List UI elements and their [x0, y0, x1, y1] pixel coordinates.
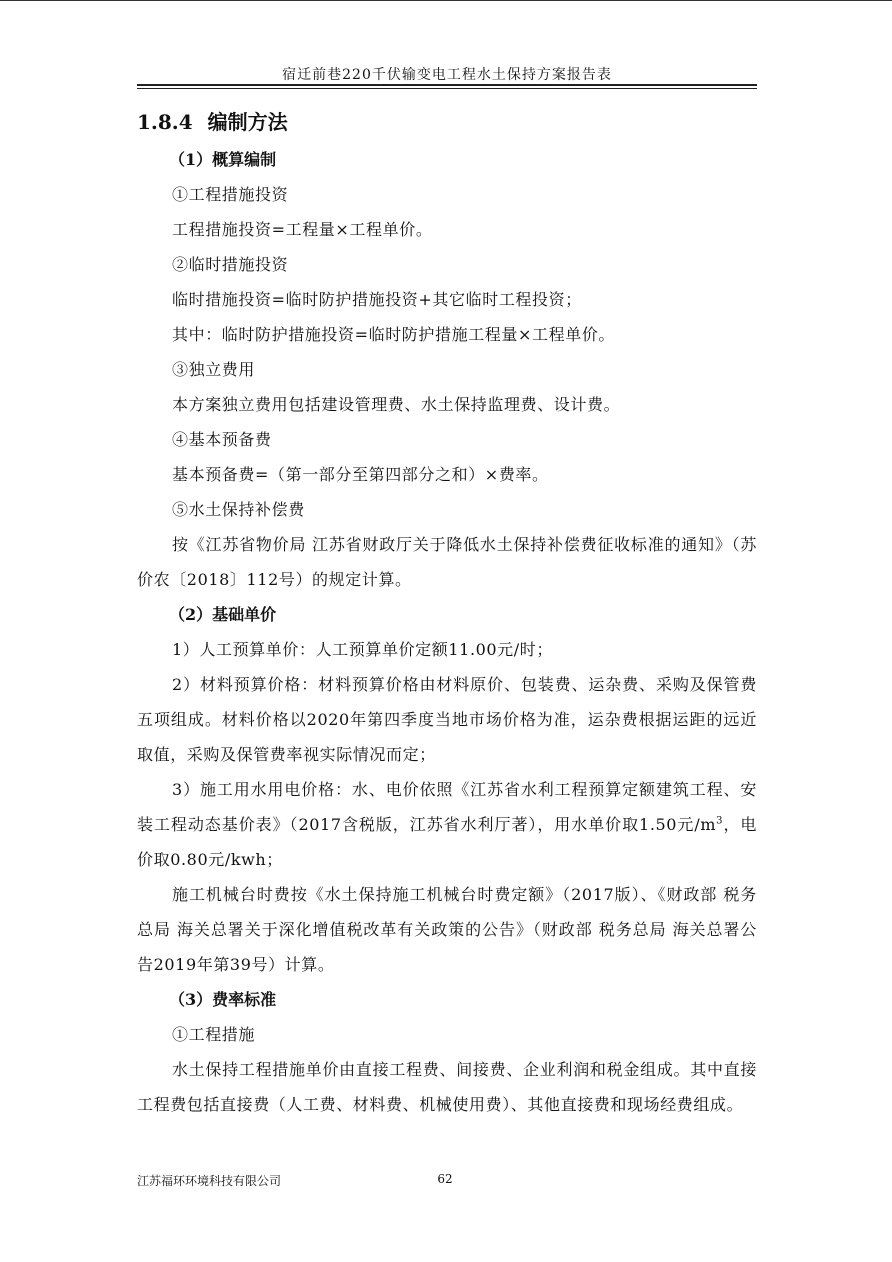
item-engineering-measures: ①工程措施 [172, 1025, 256, 1044]
subheading-unit-price: （2）基础单价 [169, 605, 277, 624]
text-compensation-fee: 按《江苏省物价局 江苏省财政厅关于降低水土保持补偿费征收标准的通知》（苏价农〔2018〕112号）的规定计算。 [137, 535, 757, 589]
top-border [0, 0, 892, 1]
text-engineering-measures: 水土保持工程措施单价由直接工程费、间接费、企业利润和税金组成。其中直接工程费包括直接费（人工费、材料费、机械使用费）、其他直接费和现场经费组成。 [137, 1060, 757, 1114]
text-machinery-fee: 施工机械台时费按《水土保持施工机械台时费定额》（2017版）、《财政部 税务总局 海关总署关于深化增值税改革有关政策的公告》（财政部 税务总局 海关总署公告2019年第39号）计算。 [137, 885, 757, 974]
footer-company: 江苏福环环境科技有限公司 [137, 1174, 282, 1188]
item-independent-cost: ③独立费用 [172, 360, 256, 379]
cubic-superscript: 3 [716, 815, 724, 827]
section-number: 1.8.4 [137, 110, 193, 134]
header-rule-thin [137, 88, 757, 89]
text-water-power-price [137, 772, 757, 877]
item-temporary-investment: ②临时措施投资 [172, 255, 289, 274]
item-compensation-fee: ⑤水土保持补偿费 [172, 500, 305, 519]
page-body [137, 104, 757, 1122]
formula-temporary: 临时措施投资=临时防护措施投资+其它临时工程投资； [172, 290, 582, 309]
formula-basic-reserve: 基本预备费=（第一部分至第四部分之和）×费率。 [172, 465, 549, 484]
subheading-rate-standard: （3）费率标准 [169, 990, 277, 1009]
item-engineering-investment: ①工程措施投资 [172, 185, 289, 204]
text-labor-price: 1）人工预算单价：人工预算单价定额11.00元/时； [172, 640, 553, 659]
formula-engineering: 工程措施投资=工程量×工程单价。 [172, 220, 433, 239]
section-title: 编制方法 [207, 110, 288, 134]
section-heading [137, 104, 757, 140]
subheading-budget: （1）概算编制 [169, 150, 277, 169]
formula-temporary-protection: 其中：临时防护措施投资=临时防护措施工程量×工程单价。 [172, 325, 616, 344]
page-number: 62 [437, 1172, 453, 1186]
water-power-text-b: ，电价取0.80元/kwh； [137, 815, 757, 869]
text-material-price: 2）材料预算价格：材料预算价格由材料原价、包装费、运杂费、采购及保管费五项组成。材料价格以2020年第四季度当地市场价格为准，运杂费根据运距的远近取值，采购及保管费率视实际情况而定； [137, 675, 757, 764]
running-header: 宿迁前巷220千伏输变电工程水土保持方案报告表 [282, 67, 612, 83]
item-basic-reserve: ④基本预备费 [172, 430, 272, 449]
text-independent-cost: 本方案独立费用包括建设管理费、水土保持监理费、设计费。 [172, 395, 621, 414]
water-power-text-a: 3）施工用水用电价格：水、电价依照《江苏省水利工程预算定额建筑工程、安装工程动态基价表》（2017含税版，江苏省水利厅著），用水单价取1.50元/m [137, 780, 757, 834]
header-rule-thick [137, 84, 757, 86]
